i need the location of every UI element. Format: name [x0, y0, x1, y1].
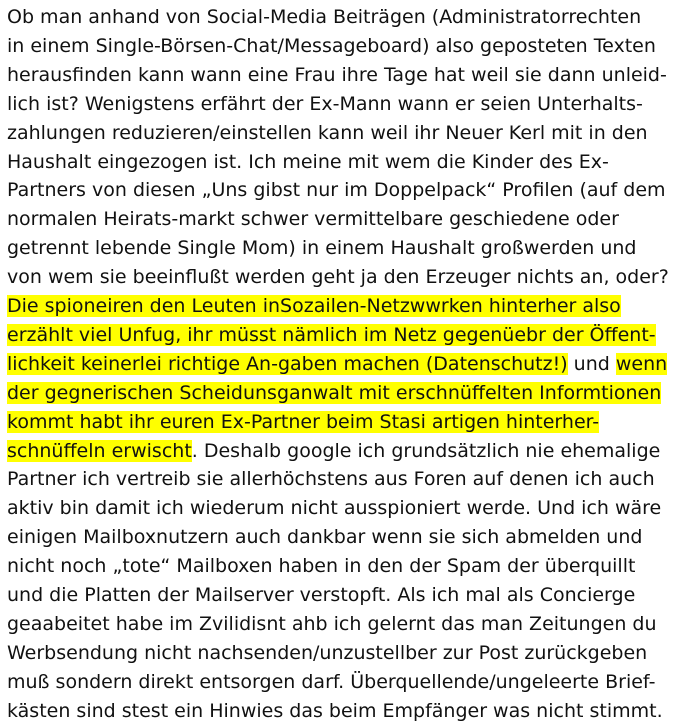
- text-line: [7, 696, 679, 726]
- text-line: [7, 580, 679, 610]
- text-line: [7, 436, 679, 466]
- text-line: [7, 493, 679, 523]
- text-line: [7, 175, 679, 205]
- highlighted-text: wenn: [615, 352, 668, 375]
- highlighted-text: lichkeit keinerlei richtige An-gaben machen (Datenschutz!): [7, 352, 568, 375]
- highlighted-text: Die spioneiren den Leuten inSozailen-Netzwwrken hinterher also: [7, 295, 621, 317]
- text-line: [7, 262, 679, 292]
- highlighted-text: kommt habt ihr euren Ex-Partner beim Stasi artigen hinterher-: [7, 410, 600, 433]
- text-line: [7, 147, 679, 177]
- text-segment: nicht noch „tote“ Mailboxen haben in den der Spam der überquillt: [7, 555, 636, 578]
- text-line: [7, 2, 679, 32]
- text-segment: normalen Heirats-markt schwer vermittelbare geschiedene oder: [7, 208, 619, 231]
- text-segment: in einem Single-Börsen-Chat/Messageboard) also geposteten Texten: [7, 34, 656, 57]
- text-segment: getrennt lebende Single Mom) in einem Haushalt großwerden und: [7, 237, 637, 260]
- text-line: [7, 638, 679, 668]
- text-segment: einigen Mailboxnutzern auch dankbar wenn sie sich abmelden und: [7, 526, 643, 549]
- text-line: [7, 522, 679, 552]
- text-segment: muß sondern direkt entsorgen darf. Überquellende/ungeleerte Brief-: [7, 670, 656, 693]
- text-line: [7, 118, 679, 148]
- text-segment: geaabeitet habe im Zvilidisnt ahb ich gelernt das man Zeitungen du: [7, 612, 657, 635]
- text-segment: Ob man anhand von Social-Media Beiträgen (Administratorrechten: [7, 6, 642, 28]
- text-line: [7, 464, 679, 494]
- highlighted-text: der gegnerischen Scheidunsganwalt mit erschnüffelten Informtionen: [7, 381, 662, 404]
- text-line: [7, 89, 679, 119]
- text-segment: und die Platten der Mailserver verstopft. Als ich mal als Concierge: [7, 584, 636, 606]
- text-segment: Werbsendung nicht nachsenden/unzustellber zur Post zurückgeben: [7, 641, 648, 664]
- highlighted-text: erzählt viel Unfug, ihr müsst nämlich im Netz gegenüebr der Öffent-: [7, 323, 656, 346]
- text-segment: aktiv bin damit ich wiederum nicht ausspioniert werde. Und ich wäre: [7, 497, 662, 520]
- text-segment: . Deshalb google ich grundsätzlich nie ehemalige: [191, 439, 661, 462]
- text-segment: Partners von diesen „Uns gibst nur im Doppelpack“ Profilen (auf dem: [7, 179, 666, 202]
- text-segment: lich ist? Wenigstens erfährt der Ex-Mann wann er seien Unterhalts-: [7, 92, 643, 115]
- text-segment: Haushalt eingezogen ist. Ich meine mit wem die Kinder des Ex-: [7, 150, 609, 173]
- text-line: [7, 349, 679, 379]
- text-line: [7, 204, 679, 234]
- text-segment: herausfinden kann wann eine Frau ihre Tage hat weil sie dann unleid-: [7, 63, 667, 86]
- text-segment: zahlungen reduzieren/einstellen kann weil ihr Neuer Kerl mit in den: [7, 121, 648, 144]
- text-line: [7, 551, 679, 581]
- text-line: [7, 667, 679, 697]
- text-segment: Partner ich vertreib sie allerhöchstens aus Foren auf denen ich auch: [7, 468, 655, 491]
- text-line: [7, 233, 679, 263]
- text-line: [7, 378, 679, 408]
- text-line: [7, 407, 679, 437]
- text-segment: von wem sie beeinflußt werden geht ja den Erzeuger nichts an, oder?: [7, 266, 669, 289]
- text-line: [7, 60, 679, 90]
- text-segment: kästen sind stest ein Hinwies das beim Empfänger was nicht stimmt.: [7, 699, 663, 722]
- text-line: [7, 320, 679, 350]
- text-line: [7, 31, 679, 61]
- text-segment: und: [567, 352, 616, 375]
- highlighted-text: schnüffeln erwischt: [7, 439, 192, 462]
- text-line: [7, 609, 679, 639]
- text-line: [7, 291, 679, 321]
